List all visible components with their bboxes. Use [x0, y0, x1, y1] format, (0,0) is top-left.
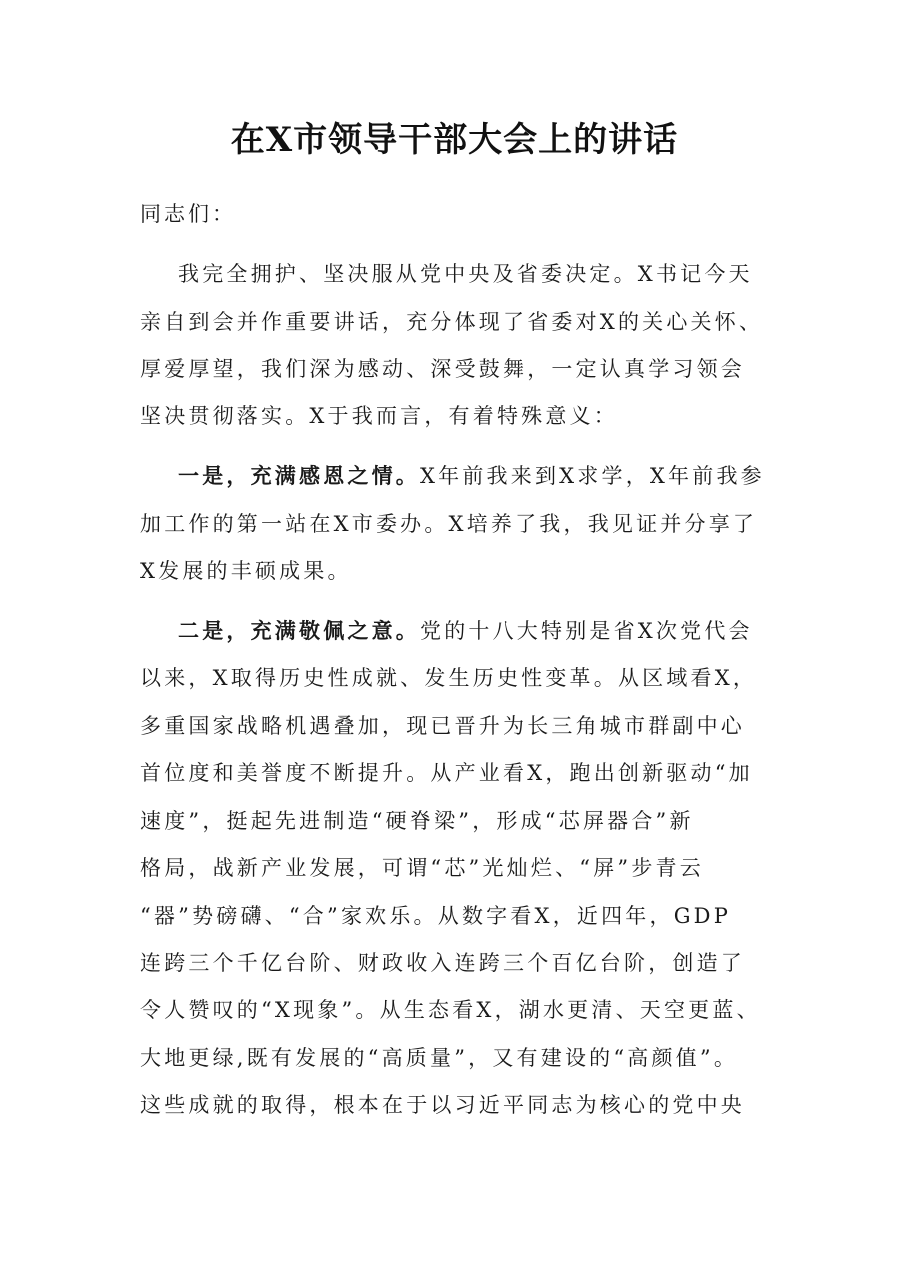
paragraph-1-line-2: 亲自到会并作重要讲话，充分体现了省委对X的关心关怀、	[140, 310, 764, 334]
paragraph-3-line-5: 速度”，挺起先进制造“硬脊梁”，形成“芯屏器合”新	[140, 809, 694, 833]
paragraph-2-line-3: X发展的丰硕成果。	[140, 559, 352, 583]
paragraph-2-lead: 一是，充满感恩之情。	[178, 463, 420, 488]
paragraph-3-lead: 二是，充满敬佩之意。	[178, 618, 420, 643]
paragraph-3-line-9: 令人赞叹的“X现象”。从生态看X，湖水更清、天空更蓝、	[140, 998, 761, 1022]
paragraph-3-line-2: 以来，X取得历史性成就、发生历史性变革。从区域看X，	[140, 666, 758, 690]
paragraph-3-line-7: “器”势磅礴、“合”家欢乐。从数字看X，近四年，GDP	[140, 904, 732, 928]
paragraph-3-line-6: 格局，战新产业发展，可谓“芯”光灿烂、“屏”步青云	[140, 856, 704, 880]
paragraph-2-line-1-rest: X年前我来到X求学，X年前我参	[420, 464, 765, 488]
paragraph-2-line-2: 加工作的第一站在X市委办。X培养了我，我见证并分享了	[140, 512, 758, 536]
paragraph-3-line-4: 首位度和美誉度不断提升。从产业看X，跑出创新驱动“加	[140, 761, 753, 785]
paragraph-3-line-1	[178, 611, 753, 651]
paragraph-1-line-4: 坚决贯彻落实。X于我而言，有着特殊意义：	[140, 404, 618, 428]
paragraph-3-line-1-rest: 党的十八大特别是省X次党代会	[420, 619, 753, 643]
paragraph-3-line-10: 大地更绿,既有发展的“高质量”，又有建设的“高颜值”。	[140, 1046, 739, 1070]
document-title: 在X市领导干部大会上的讲话	[230, 120, 679, 160]
salutation: 同志们：	[140, 202, 236, 226]
paragraph-3-line-11: 这些成就的取得，根本在于以习近平同志为核心的党中央	[140, 1093, 745, 1117]
paragraph-3-line-3: 多重国家战略机遇叠加，现已晋升为长三角城市群副中心	[140, 714, 745, 738]
paragraph-3-line-8: 连跨三个千亿台阶、财政收入连跨三个百亿台阶，创造了	[140, 951, 745, 975]
paragraph-2-line-1	[178, 456, 765, 496]
paragraph-1-line-3: 厚爱厚望，我们深为感动、深受鼓舞，一定认真学习领会	[140, 357, 745, 381]
paragraph-1-line-1: 我完全拥护、坚决服从党中央及省委决定。X书记今天	[178, 262, 753, 286]
